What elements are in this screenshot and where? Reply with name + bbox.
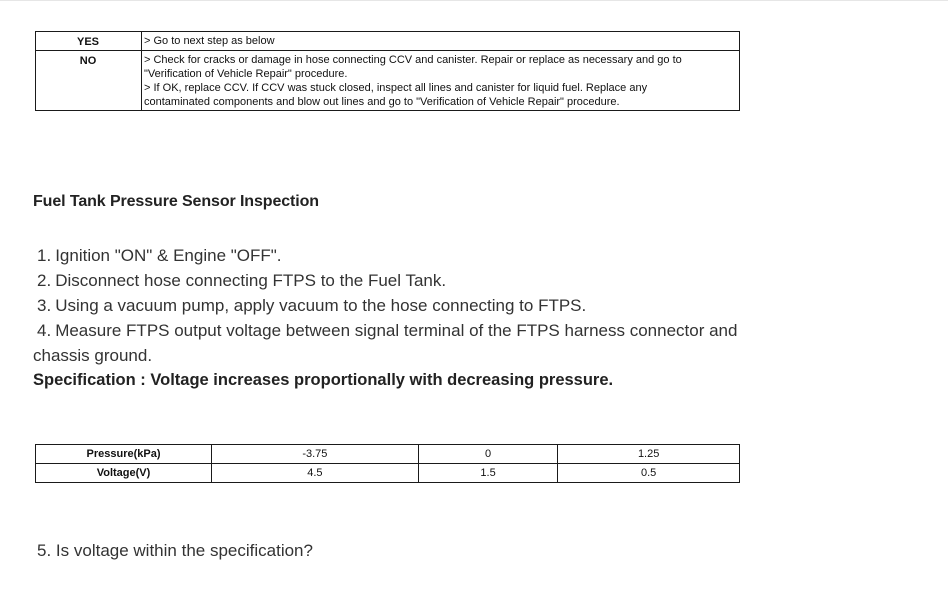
step-1 [33,243,793,268]
yes-action [142,32,740,51]
section-title: Fuel Tank Pressure Sensor Inspection [33,193,319,210]
no-action-line: > Check for cracks or damage in hose connecting CCV and canister. Repair or replace as necessary and go to [144,54,682,66]
step-3 [33,293,793,318]
table-cell: 0.5 [558,464,740,483]
inspection-steps [33,243,793,393]
step-text: Disconnect hose connecting FTPS to the Fuel Tank. [55,271,447,290]
yes-no-table [35,31,740,111]
specification: Specification : Voltage increases proportionally with decreasing pressure. [33,371,614,389]
table-cell: 1.5 [418,464,558,483]
step-4 [33,318,793,343]
pressure-voltage-table [35,444,740,483]
table-row [36,445,740,464]
step-2 [33,268,793,293]
pressure-label: Pressure(kPa) [36,445,212,464]
step-text: Using a vacuum pump, apply vacuum to the hose connecting to FTPS. [55,296,587,315]
step-text: Measure FTPS output voltage between signal terminal of the FTPS harness connector and [55,321,738,340]
yes-action-line: > Go to next step as below [144,35,275,47]
no-key: NO [36,51,142,111]
step-5 [37,538,313,563]
step-number: 5. [37,541,52,560]
table-row [36,32,740,51]
no-action [142,51,740,111]
voltage-label: Voltage(V) [36,464,212,483]
table-cell: 1.25 [558,445,740,464]
step-text: Ignition "ON" & Engine "OFF". [55,246,282,265]
yes-key: YES [36,32,142,51]
step-number: 1. [37,246,52,265]
no-action-line: contaminated components and blow out lines and go to "Verification of Vehicle Repair" procedure. [144,96,620,108]
table-row [36,464,740,483]
no-action-line: "Verification of Vehicle Repair" procedure. [144,68,348,80]
table-cell: 0 [418,445,558,464]
step-number: 4. [37,321,52,340]
table-cell: -3.75 [212,445,419,464]
step-number: 3. [37,296,52,315]
step-number: 2. [37,271,52,290]
table-row [36,51,740,111]
top-divider [0,0,948,1]
no-action-line: > If OK, replace CCV. If CCV was stuck closed, inspect all lines and canister for liquid fuel. Replace any [144,82,648,94]
table-cell: 4.5 [212,464,419,483]
step-4-continuation: chassis ground. [33,346,153,365]
step-text: Is voltage within the specification? [55,541,313,560]
